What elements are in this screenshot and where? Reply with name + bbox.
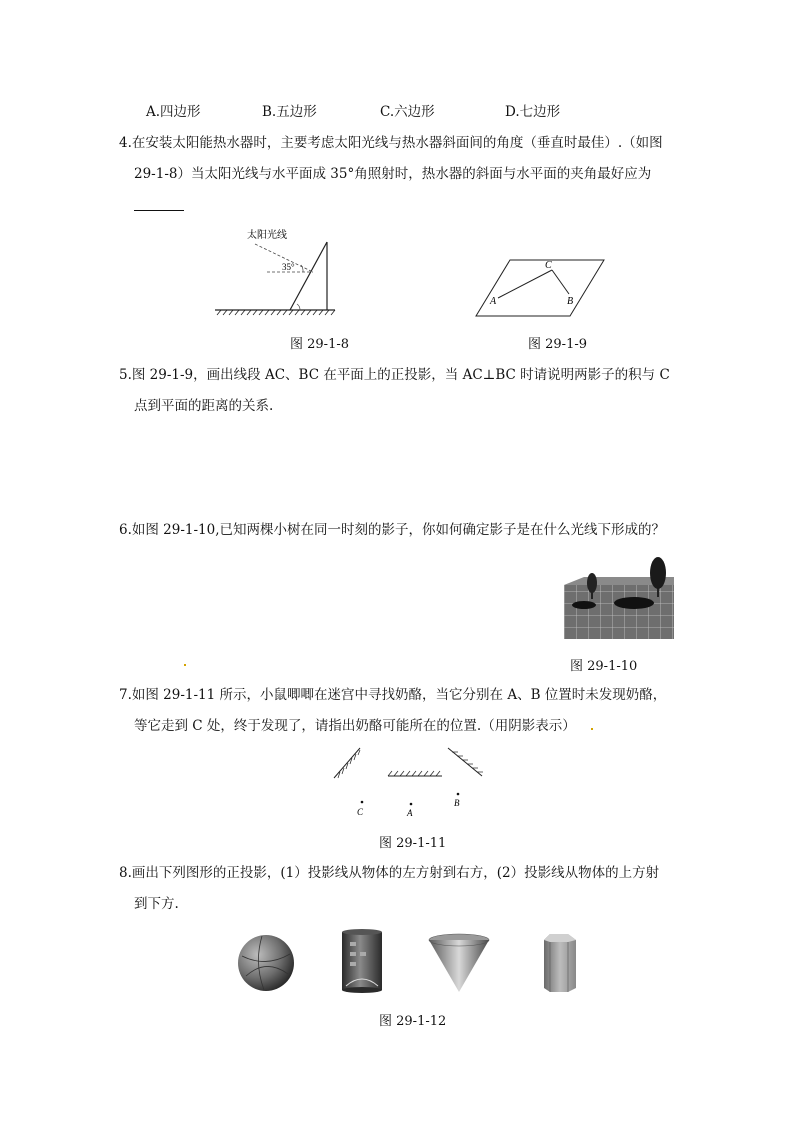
maze-c-label: C bbox=[357, 807, 364, 817]
sun-ray-label: 太阳光线 bbox=[247, 230, 287, 241]
option-c: C.六边形 bbox=[380, 104, 435, 120]
figure-29-1-10 bbox=[564, 555, 674, 639]
q4-line2: 29-1-8）当太阳光线与水平面成 35°角照射时，热水器的斜面与水平面的夹角最好应为 bbox=[134, 166, 652, 182]
caption-29-1-12: 图 29-1-12 bbox=[379, 1014, 447, 1029]
maze-a-label: A bbox=[407, 808, 413, 818]
sphere-solid bbox=[238, 935, 294, 991]
point-c-label: C bbox=[545, 260, 552, 271]
prism-solid bbox=[544, 934, 576, 992]
maze-b-label: B bbox=[454, 798, 460, 808]
caption-29-1-10: 图 29-1-10 bbox=[570, 659, 638, 674]
q7-line2: 等它走到 C 处，终于发现了，请指出奶酪可能所在的位置.（用阴影表示） bbox=[134, 718, 576, 734]
q5-line1: 5.图 29-1-9，画出线段 AC、BC 在平面上的正投影，当 AC⊥BC 时请说明两影子的积与 C bbox=[119, 367, 670, 383]
caption-29-1-8: 图 29-1-8 bbox=[290, 337, 350, 352]
option-b: B.五边形 bbox=[262, 104, 317, 120]
option-d: D.七边形 bbox=[505, 104, 561, 120]
stray-mark bbox=[184, 664, 186, 666]
q6-line1: 6.如图 29-1-10,已知两棵小树在同一时刻的影子，你如何确定影子是在什么光线下形成的？ bbox=[119, 522, 666, 538]
cone-solid bbox=[429, 934, 489, 992]
cylinder-solid bbox=[342, 929, 382, 993]
figure-29-1-12 bbox=[232, 928, 592, 1000]
q8-line1: 8.画出下列图形的正投影，(1）投影线从物体的左方射到右方，(2）投影线从物体的上方射 bbox=[119, 865, 660, 881]
figure-29-1-8 bbox=[205, 222, 345, 322]
q8-line2: 到下方. bbox=[134, 896, 179, 912]
caption-29-1-11: 图 29-1-11 bbox=[379, 836, 447, 851]
figure-29-1-11 bbox=[330, 742, 490, 824]
point-b-label: B bbox=[567, 296, 574, 307]
caption-29-1-9: 图 29-1-9 bbox=[528, 337, 588, 352]
figure-29-1-9 bbox=[470, 252, 615, 322]
answer-blank bbox=[134, 210, 184, 211]
q5-line2: 点到平面的距离的关系. bbox=[134, 398, 274, 414]
q7-line1: 7.如图 29-1-11 所示，小鼠唧唧在迷宫中寻找奶酪，当它分别在 A、B 位置时未发现奶酪， bbox=[119, 687, 667, 703]
option-a: A.四边形 bbox=[146, 104, 201, 120]
q4-line1: 4.在安装太阳能热水器时，主要考虑太阳光线与热水器斜面间的角度（垂直时最佳）.（如图 bbox=[119, 135, 663, 151]
angle-label: 35° bbox=[282, 262, 295, 272]
stray-mark-2 bbox=[591, 728, 593, 730]
point-a-label: A bbox=[490, 296, 497, 307]
